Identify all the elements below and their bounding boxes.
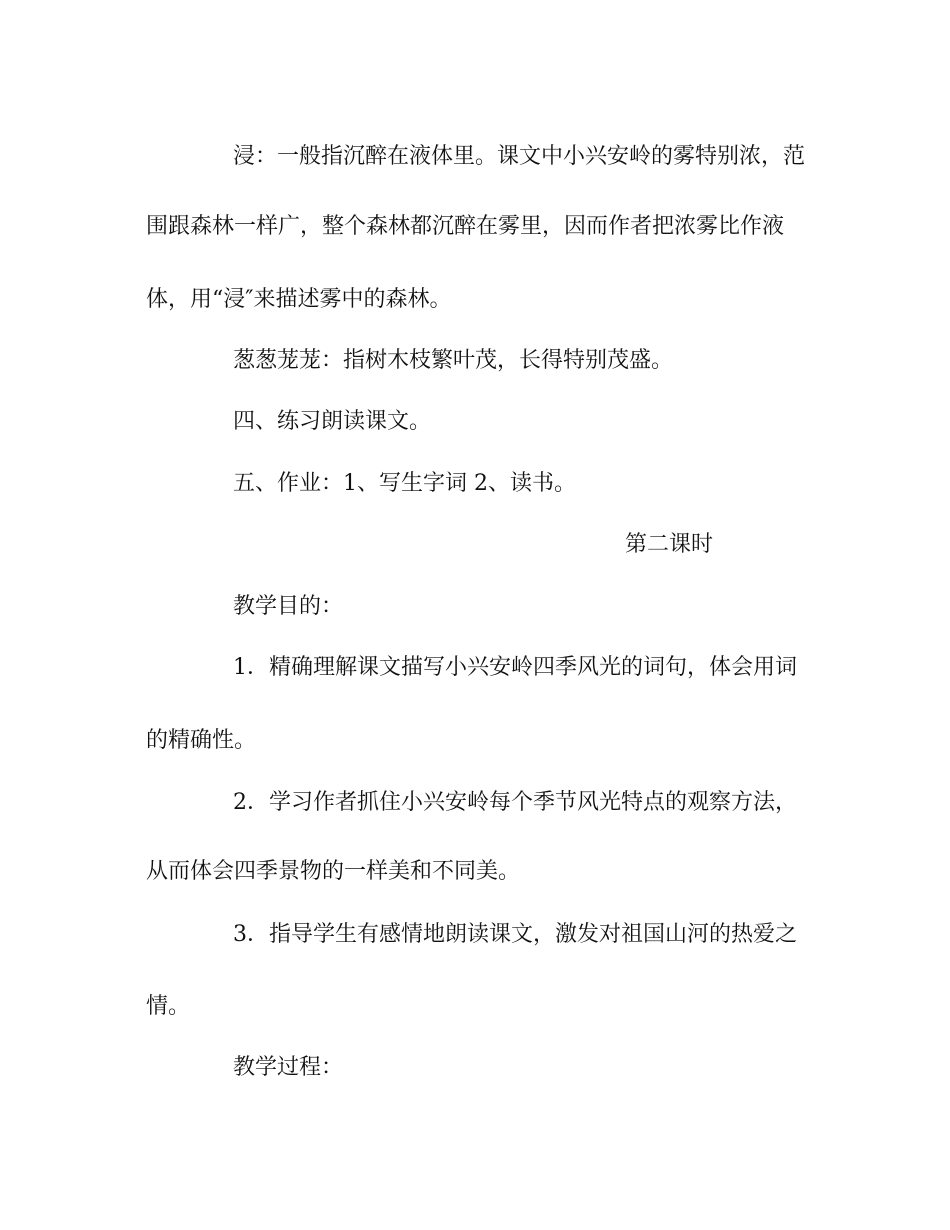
paragraph-line: 围跟森林一样广，整个森林都沉醉在雾里，因而作者把浓雾比作液 xyxy=(146,214,785,239)
section-heading: 教学过程： xyxy=(233,1055,344,1080)
paragraph-line: 情。 xyxy=(146,994,191,1019)
paragraph-line: 葱葱茏茏：指树木枝繁叶茂，长得特别茂盛。 xyxy=(233,348,674,373)
paragraph-line: 1．精确理解课文描写小兴安岭四季风光的词句，体会用词 xyxy=(233,655,797,680)
section-heading: 教学目的： xyxy=(233,594,344,619)
section-heading: 四、练习朗读课文。 xyxy=(233,409,432,434)
paragraph-line: 的精确性。 xyxy=(146,728,257,753)
paragraph-line: 2．学习作者抓住小兴安岭每个季节风光特点的观察方法， xyxy=(233,790,797,815)
lesson-title: 第二课时 xyxy=(625,532,714,557)
paragraph-line: 从而体会四季景物的一样美和不同美。 xyxy=(146,859,521,884)
section-heading: 五、作业：1、写生字词 2、读书。 xyxy=(233,471,576,496)
paragraph-line: 体，用“浸″来描述雾中的森林。 xyxy=(146,287,452,312)
paragraph-line: 浸：一般指沉醉在液体里。课文中小兴安岭的雾特别浓，范 xyxy=(233,144,806,169)
paragraph-line: 3．指导学生有感情地朗读课文，激发对祖国山河的热爱之 xyxy=(233,922,797,947)
